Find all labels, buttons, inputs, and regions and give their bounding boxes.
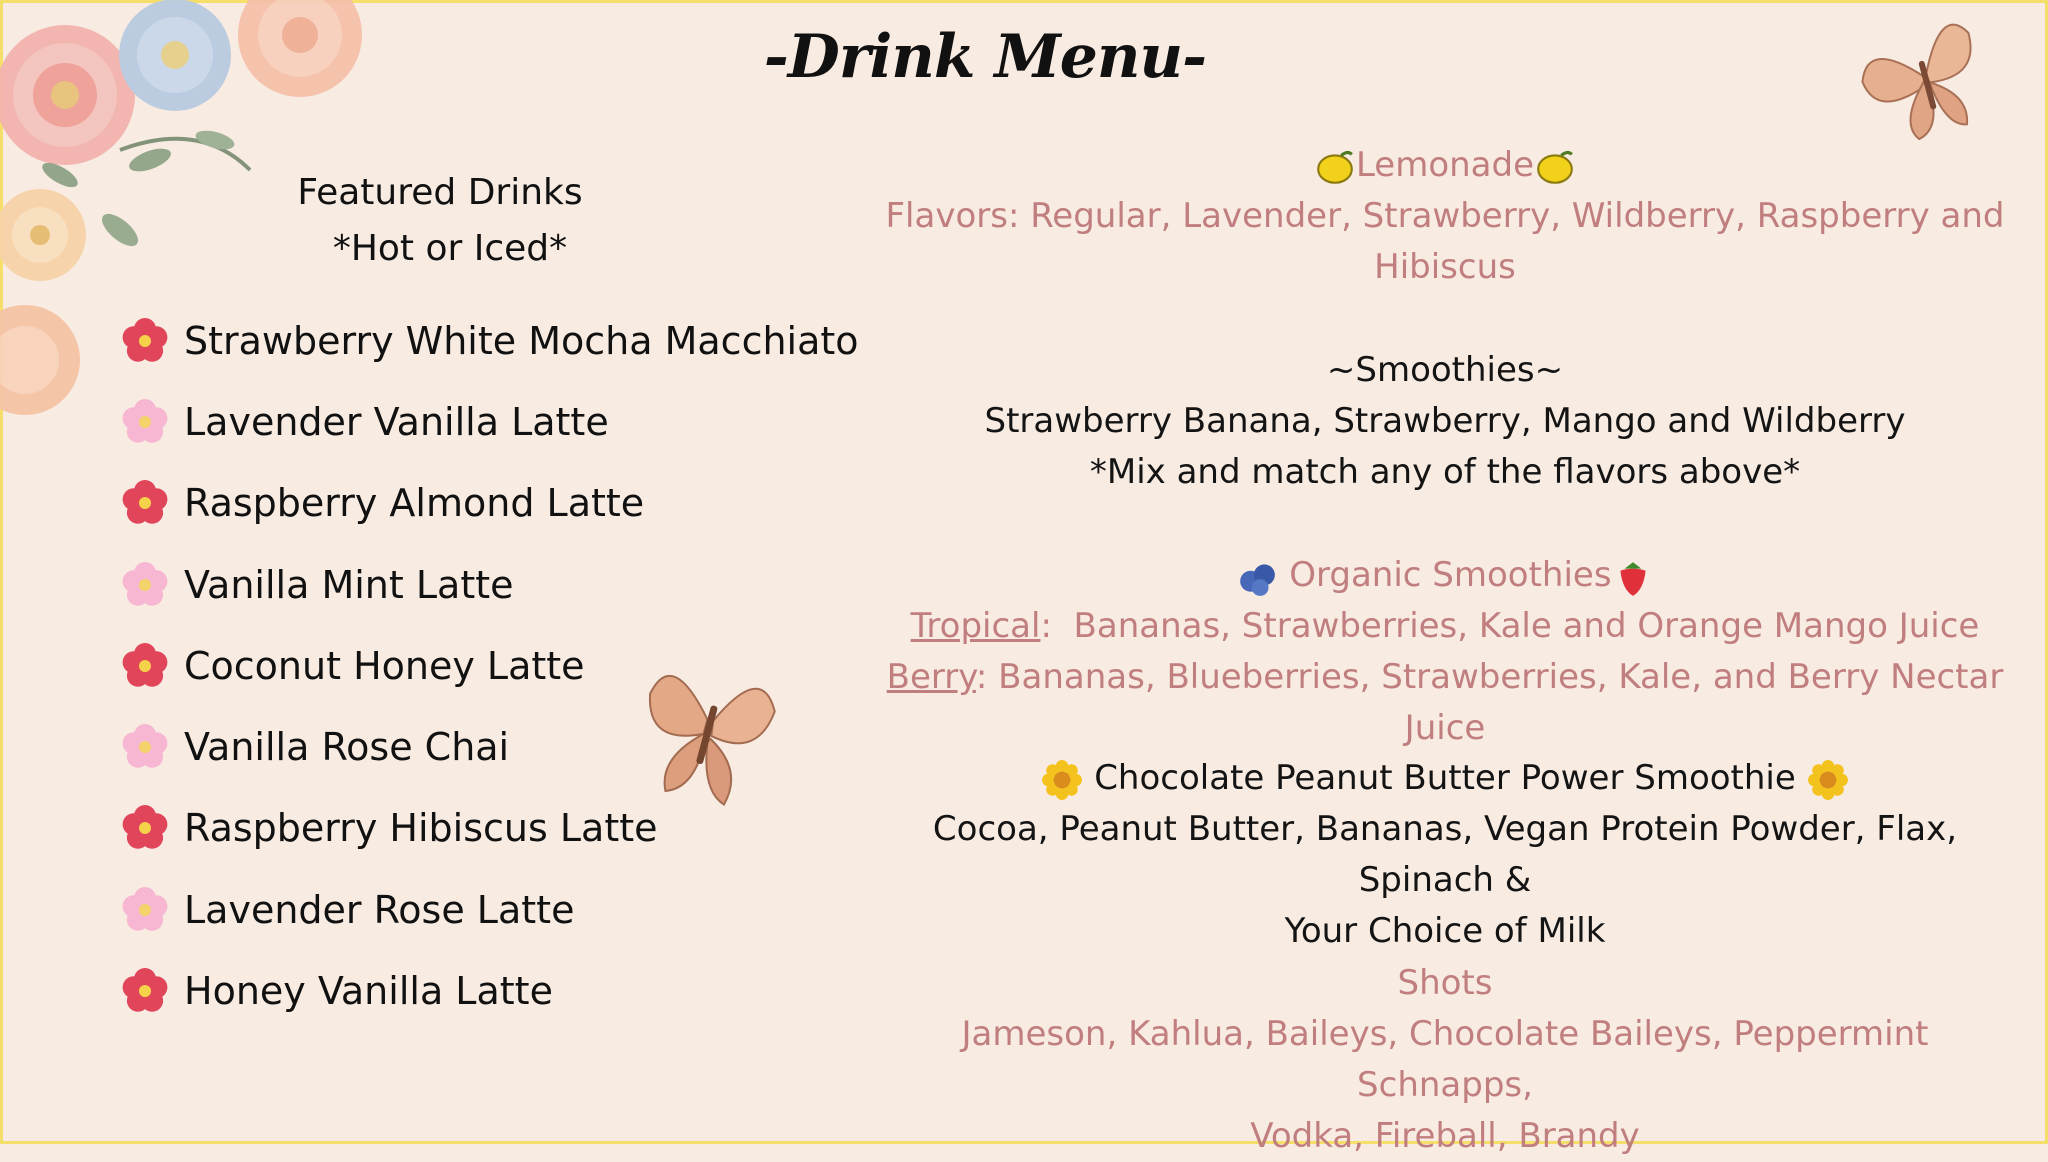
tropical-description: : Bananas, Strawberries, Kale and Orange Mango Juice [1040, 606, 1980, 646]
butterfly-icon [1848, 6, 1998, 146]
featured-drink-item [120, 544, 859, 625]
power-smoothie-section [880, 753, 2010, 957]
featured-drink-label: Lavender Rose Latte [184, 887, 575, 932]
hibiscus-icon [120, 478, 170, 528]
featured-drink-label: Lavender Vanilla Latte [184, 399, 609, 444]
strawberry-icon [1612, 556, 1654, 598]
organic-smoothies-section [880, 550, 2010, 754]
lemonade-flavors-line1: Flavors: Regular, Lavender, Strawberry, Wildberry, Raspberry and [885, 196, 2005, 236]
page-title: -Drink Menu- [763, 22, 1207, 92]
featured-drinks-heading: Featured Drinks [297, 172, 583, 213]
cherry-blossom-icon [120, 560, 170, 610]
hibiscus-icon [120, 641, 170, 691]
featured-drink-item [120, 869, 859, 950]
butterfly-icon [634, 640, 784, 810]
featured-drink-label: Raspberry Almond Latte [184, 481, 645, 526]
featured-drink-item [120, 300, 859, 381]
berry-label: Berry [886, 657, 976, 697]
blueberries-icon [1236, 556, 1278, 598]
featured-drink-label: Raspberry Hibiscus Latte [184, 806, 658, 851]
featured-drink-label: Vanilla Mint Latte [184, 562, 514, 607]
tropical-label: Tropical [910, 606, 1041, 646]
power-smoothie-heading: Chocolate Peanut Butter Power Smoothie [1094, 758, 1796, 798]
hibiscus-icon [120, 316, 170, 366]
power-smoothie-line2: Your Choice of Milk [1284, 911, 1606, 951]
featured-drinks-subheading: *Hot or Iced* [332, 228, 568, 269]
shots-section [880, 958, 2010, 1162]
power-smoothie-line1: Cocoa, Peanut Butter, Bananas, Vegan Protein Powder, Flax, Spinach & [932, 809, 1958, 900]
featured-drink-item [120, 463, 859, 544]
sunflower-icon [1041, 759, 1083, 801]
smoothies-section [880, 345, 2010, 498]
shots-heading: Shots [1397, 963, 1493, 1003]
featured-drink-label: Coconut Honey Latte [184, 643, 585, 688]
featured-drink-label: Strawberry White Mocha Macchiato [184, 318, 859, 363]
smoothies-line2: *Mix and match any of the flavors above* [1089, 452, 1801, 492]
cherry-blossom-icon [120, 722, 170, 772]
cherry-blossom-icon [120, 397, 170, 447]
smoothies-line1: Strawberry Banana, Strawberry, Mango and Wildberry [984, 401, 1906, 441]
featured-drink-label: Honey Vanilla Latte [184, 969, 553, 1014]
featured-drink-item [120, 950, 859, 1031]
sunflower-icon [1807, 759, 1849, 801]
featured-drinks-header [280, 165, 600, 277]
berry-description: : Bananas, Blueberries, Strawberries, Kale, and Berry Nectar Juice [975, 657, 2004, 748]
lemonade-section [880, 140, 2010, 293]
lemon-icon [1314, 146, 1356, 188]
featured-drink-label: Vanilla Rose Chai [184, 725, 510, 770]
shots-line2: Vodka, Fireball, Brandy [1250, 1116, 1640, 1156]
shots-line1: Jameson, Kahlua, Baileys, Chocolate Baileys, Peppermint Schnapps, [961, 1014, 1929, 1105]
featured-drink-item [120, 381, 859, 462]
smoothies-heading: ~Smoothies~ [1326, 350, 1564, 390]
lemonade-heading: Lemonade [1355, 145, 1535, 185]
lemonade-flavors-line2: Hibiscus [1374, 247, 1516, 287]
lemon-icon [1534, 146, 1576, 188]
hibiscus-icon [120, 966, 170, 1016]
hibiscus-icon [120, 803, 170, 853]
cherry-blossom-icon [120, 885, 170, 935]
organic-smoothies-heading: Organic Smoothies [1289, 555, 1612, 595]
